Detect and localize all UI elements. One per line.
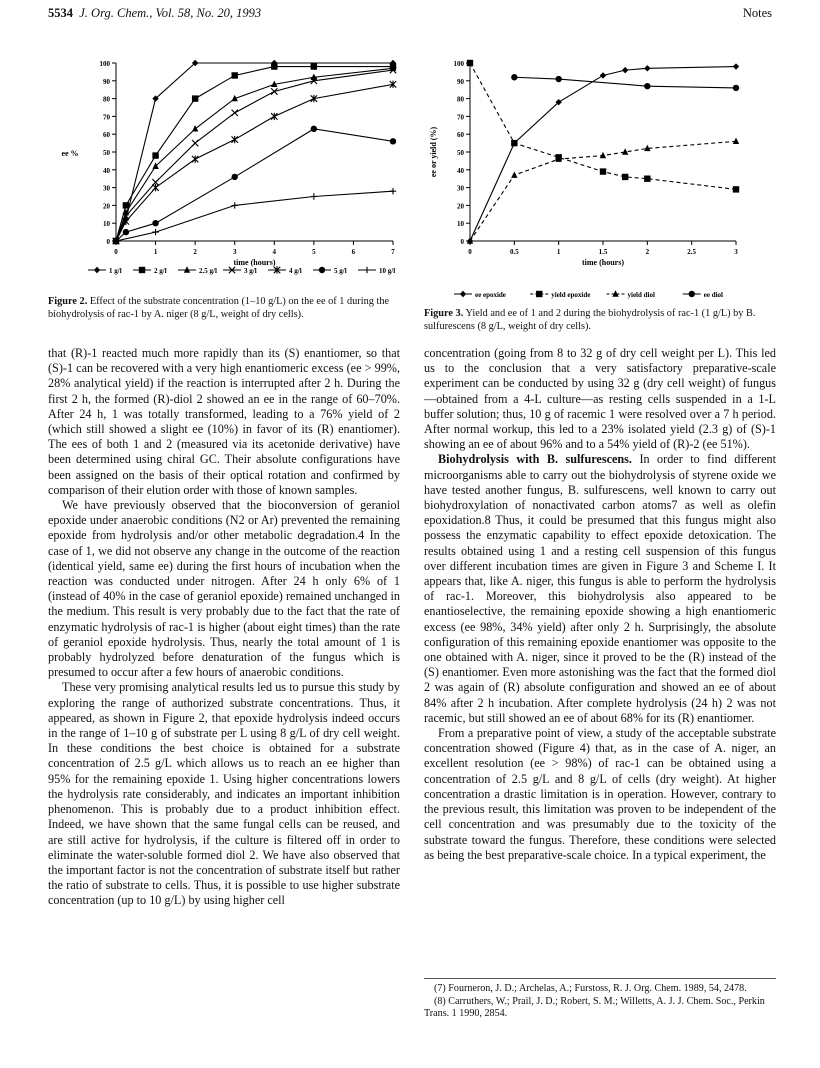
- legend: [88, 266, 395, 275]
- y-tick-label: 20: [457, 202, 464, 211]
- data-point: [733, 186, 739, 192]
- series-line: [116, 191, 393, 241]
- left-column: [48, 346, 400, 909]
- x-tick-label: 0: [114, 248, 118, 256]
- paragraph: These very promising analytical results led us to pursue this study by exploring the range of authorized substrate concentrations. Thus, it appeared, as shown in Figure 2, that epoxide hydrolysis indeed occurs in the range of 1–10 g of substrate per L using 8 g/L of dry cell weight. In these conditions the best choice is obtained for a substrate concentration of 2.5 g/L which allows us to reach an ee higher than 95% for the remaining epoxide 1. Using higher concentrations lowers the hydrolysis rate considerably, and indicates an important inhibition phenomenon. This is probably due to a product inhibition effect. Indeed, we have shown that the same fungal cells can be reused, and are still active for hydrolysis, if the culture is filtered off in order to eliminate the water-soluble formed diol 2. We have also observed that the important factor is not the concentration of substrate itself but rather the ratio of substrate to cells. Thus, it is possible to use higher substrate concentration (up to 10 g/L) by using higher cell: [48, 680, 400, 908]
- x-tick-label: 0: [468, 248, 472, 256]
- figure-3: [424, 48, 780, 310]
- y-tick-label: 90: [457, 77, 464, 86]
- data-point: [644, 65, 650, 71]
- right-column: [424, 346, 776, 863]
- y-tick-label: 40: [457, 166, 464, 175]
- x-tick-label: 2.5: [687, 248, 697, 256]
- legend-label: ee epoxide: [475, 291, 506, 299]
- legend-marker: [319, 267, 325, 273]
- y-tick-label: 80: [103, 95, 110, 104]
- data-point: [123, 202, 129, 208]
- footnote-7: (7) Fourneron, J. D.; Archelas, A.; Furstoss, R. J. Org. Chem. 1989, 54, 2478.: [434, 983, 747, 994]
- x-tick-label: 5: [312, 248, 316, 256]
- section-heading: Biohydrolysis with B. sulfurescens.: [438, 452, 632, 467]
- y-tick-label: 80: [457, 95, 464, 104]
- data-point: [232, 174, 238, 180]
- paragraph: concentration (going from 8 to 32 g of dry cell weight per L). This led us to the conclusion that a very satisfactory preparative-scale experiment can be conducted by using 32 g (dry cell weight) of fungus—obtained from a 4-L culture—as resting cells suspended in a 1-L buffer solution; thus, 10 g of racemic 1 were resolved over a 7 h period. After normal workup, this led to a 23% isolated yield (2.3 g) of (S)-1 showing an ee of about 96% and to a 54% yield of (R)-2 (ee 51%).: [424, 346, 776, 452]
- data-point: [600, 72, 606, 78]
- series-ee-diol: [511, 74, 739, 91]
- journal-citation: J. Org. Chem., Vol. 58, No. 20, 1993: [79, 6, 262, 20]
- data-point: [600, 168, 606, 174]
- x-tick-label: 4: [272, 248, 277, 256]
- figure-3-chart: [424, 48, 780, 310]
- series-yield-epoxide: [467, 60, 739, 193]
- x-tick-label: 2: [645, 248, 650, 256]
- legend-marker: [94, 267, 100, 273]
- legend-marker: [460, 291, 466, 297]
- legend-label: 2.5 g/l: [199, 267, 217, 275]
- figure-2-caption-label: Figure 2.: [48, 296, 88, 307]
- data-point: [733, 138, 739, 144]
- y-tick-label: 50: [103, 149, 110, 157]
- data-point: [152, 229, 158, 235]
- footnotes: [424, 978, 776, 1021]
- data-point: [192, 95, 198, 101]
- paragraph: that (R)-1 reacted much more rapidly than its (S) enantiomer, so that (S)-1 can be recovered with a very high enantiomeric excess (ee > 99%, 28% analytical yield) if the reaction is interrupted after 2 h. During the first 2 h, the formed (R)-diol 2 showed an ee in the range of 60–70%. After 24 h, 1 was totally transformed, leading to a 76% yield of 2 (which still showed a slight ee (10%) in favor of its (R) enantiomer). The ees of both 1 and 2 (measured via its acetonide derivative) have been determined using chiral GC. Their absolute configurations have been assigned on the basis of their optical rotation and confirmed by comparison of their elution order with those of known samples.: [48, 346, 400, 497]
- data-point: [152, 152, 158, 158]
- data-point: [733, 85, 739, 91]
- y-tick-label: 0: [106, 238, 110, 246]
- axes: [429, 60, 738, 267]
- data-point: [390, 188, 396, 194]
- series-yield-diol: [467, 138, 739, 244]
- figure-3-caption: [424, 308, 776, 333]
- data-point: [152, 184, 158, 191]
- x-axis-label: time (hours): [233, 258, 276, 267]
- x-tick-label: 1: [556, 248, 561, 256]
- figure-2: [48, 48, 408, 310]
- legend-label: yield diol: [627, 291, 655, 299]
- y-tick-label: 20: [103, 202, 110, 211]
- running-header-section: Notes: [742, 6, 772, 20]
- legend-label: 3 g/l: [244, 267, 257, 275]
- legend-label: ee diol: [703, 291, 723, 299]
- legend-label: yield epoxide: [551, 291, 591, 299]
- y-tick-label: 10: [103, 220, 110, 229]
- data-point: [311, 193, 317, 199]
- page-number: 5534: [48, 6, 73, 20]
- series-line: [514, 77, 736, 88]
- legend-marker: [536, 291, 542, 297]
- figure-2-caption-text: Effect of the substrate concentration (1–10 g/L) on the ee of 1 during the biohydrolysis of rac-1 by A. niger (8 g/L, weight of dry cells).: [48, 296, 390, 320]
- data-point: [232, 72, 238, 78]
- x-tick-label: 0.5: [509, 248, 519, 256]
- y-axis-label: ee or yield (%): [429, 126, 438, 178]
- data-point: [390, 138, 396, 144]
- x-tick-label: 7: [391, 248, 395, 256]
- legend-label: 2 g/l: [154, 267, 167, 275]
- data-point: [644, 176, 650, 182]
- figure-3-caption-text: Yield and ee of 1 and 2 during the biohydrolysis of rac-1 (1 g/L) by B. sulfurescens (8 g/L, weight of dry cells).: [424, 308, 756, 332]
- paragraph: We have previously observed that the bioconversion of geraniol epoxide under anaerobic conditions (N2 or Ar) prevented the remaining epoxide from hydrolysis and/or other metabolic degradation.4 In the case of 1, we did not observe any change in the outcome of the reaction (identical yield, same ee) during the first hours of incubation when the reaction was conducted under nitrogen. After 24 h only 6% of 1 (instead of 40% in the case of geraniol epoxide) remained unchanged in the medium. This result is very probably due to the fact that the rate of enzymatic hydrolysis of rac-1 is higher (about eight times) than the rate of geraniol epoxide hydrolysis. Thus, nearly the total amount of 1 is probably hydrolyzed before denaturation of the fungus which is presumed to occur after a few hours of anaerobic conditions.: [48, 498, 400, 680]
- y-tick-label: 60: [103, 131, 110, 140]
- y-tick-label: 10: [457, 220, 464, 229]
- data-point: [192, 125, 198, 131]
- y-axis-label: ee %: [61, 149, 79, 158]
- data-point: [123, 229, 129, 235]
- data-point: [644, 83, 650, 89]
- data-point: [311, 126, 317, 132]
- legend: [454, 290, 723, 299]
- x-tick-label: 6: [351, 248, 356, 256]
- y-tick-label: 30: [457, 184, 464, 193]
- legend-label: 1 g/l: [109, 267, 122, 275]
- series-line: [116, 84, 393, 241]
- y-tick-label: 50: [457, 149, 464, 157]
- x-tick-label: 3: [232, 248, 237, 256]
- data-point: [511, 140, 517, 146]
- y-tick-label: 100: [99, 60, 110, 68]
- data-point: [192, 155, 198, 162]
- x-tick-label: 1: [153, 248, 158, 256]
- data-point: [555, 76, 561, 82]
- legend-marker: [689, 291, 695, 297]
- y-tick-label: 30: [103, 184, 110, 193]
- x-tick-label: 1.5: [598, 248, 608, 256]
- x-tick-label: 3: [734, 248, 738, 256]
- x-tick-label: 2: [193, 248, 197, 256]
- data-point: [622, 174, 628, 180]
- data-point: [311, 63, 317, 69]
- figure-3-caption-label: Figure 3.: [424, 308, 464, 319]
- y-tick-label: 100: [453, 60, 464, 68]
- data-point: [232, 136, 238, 143]
- data-point: [271, 113, 277, 120]
- y-tick-label: 70: [457, 113, 464, 122]
- x-axis-label: time (hours): [582, 258, 624, 267]
- figure-2-caption: [48, 296, 406, 321]
- data-point: [152, 220, 158, 226]
- y-tick-label: 90: [103, 77, 110, 86]
- data-point: [271, 88, 277, 94]
- legend-label: 5 g/l: [334, 267, 347, 275]
- y-tick-label: 0: [460, 238, 464, 246]
- data-point: [232, 202, 238, 208]
- data-point: [192, 140, 198, 146]
- series-2-g-l: [113, 63, 396, 244]
- axes: [61, 60, 395, 267]
- data-point: [271, 63, 277, 69]
- data-point: [511, 171, 517, 177]
- y-tick-label: 70: [103, 113, 110, 122]
- y-tick-label: 40: [103, 166, 110, 175]
- paragraph: From a preparative point of view, a study of the acceptable substrate concentration showed (Figure 4) that, as in the case of A. niger, an excellent resolution (ee > 98%) of rac-1 can be obtained using a concentration of 2.5 g/L and 8 g/L of cells (dry weight). At higher concentration a drastic limitation is in operation. However, contrary to the previous result, this limitation was proven to be independent of the cell concentration and was presumably due to the toxicity of the substrate toward the fungus. Therefore, these conditions were selected as being the best preparative-scale choice. In a typical experiment, the: [424, 726, 776, 862]
- legend-marker: [139, 267, 145, 273]
- legend-marker: [364, 267, 370, 273]
- series-1-g-l: [113, 60, 396, 244]
- series-10-g-l: [113, 188, 396, 244]
- data-point: [622, 148, 628, 154]
- paragraph-body: In order to find different microorganisms able to carry out the biohydrolysis of styrene oxide we have tested another fungus, B. sulfurescens, well known to carry out biohydroxylation of nonactivated carbon atoms7 as well as olefin epoxidation.8 Thus, it could be presumed that this fungus might also possess the enzymatic capability to effect epoxide detoxication. The results obtained using 1 and a resting cell suspension of this fungus over different incubation times are given in Figure 3 and Scheme I. It appears that, like A. niger, this fungus is able to perform the hydrolysis of rac-1. Moreover, this biohydrolysis also appeared to be enantioselective, the remaining epoxide showing a high enantiomeric excess (ee 98%, 34% yield) after only 2 h. Surprisingly, the absolute configuration of this remaining epoxide enantiomer was opposite to the one obtained with A. niger, since it proved to be the (R) instead of the (S) enantiomer. Even more astonishing was the fact that the formed diol 2 was again of (R) absolute configuration and showed an ee of about 84% after 2 h incubation. After complete hydrolysis (24 h) 2 was not racemic, but still showed an ee of about 68% for its (R) enantiomer.: [424, 452, 777, 725]
- figure-2-chart: [48, 48, 408, 310]
- data-point: [232, 110, 238, 116]
- data-point: [733, 63, 739, 69]
- y-tick-label: 60: [457, 131, 464, 140]
- data-point: [511, 74, 517, 80]
- data-point: [622, 67, 628, 73]
- legend-label: 4 g/l: [289, 267, 302, 275]
- data-point: [600, 152, 606, 158]
- data-point: [467, 60, 473, 66]
- footnote-8: (8) Carruthers, W.; Prail, J. D.; Robert, S. M.; Willetts, A. J. J. Chem. Soc., Perkin Trans. 1 1990, 2854.: [424, 996, 765, 1019]
- paragraph-biohydrolysis: [424, 452, 776, 726]
- legend-label: 10 g/l: [379, 267, 396, 275]
- running-header-left: [48, 6, 261, 21]
